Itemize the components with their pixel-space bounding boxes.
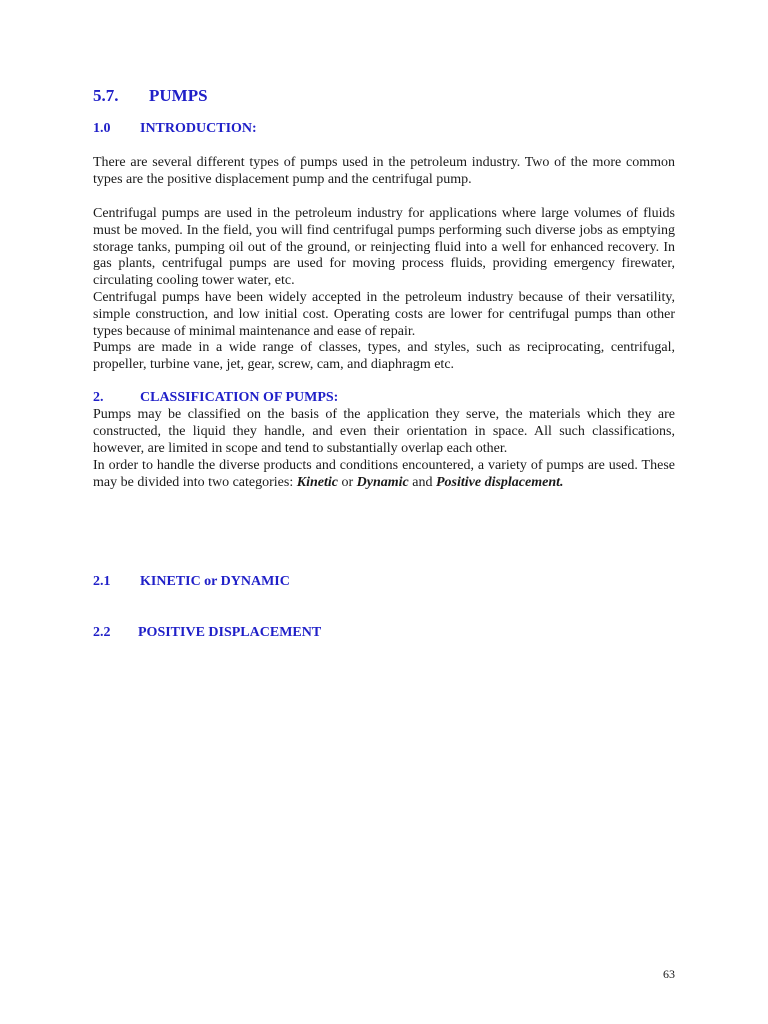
intro-paragraph-2: Centrifugal pumps are used in the petroleum industry for applications where large volumes of fluids must be moved. In the field, you will find centrifugal pumps performing such diverse jobs as emptying storage tanks, pumping oil out of the ground, or reinjecting fluid into a well for enhanced recovery. In gas plants, centrifugal pumps are used for moving process fluids, providing emergency firewater, circulating cooling tower water, etc.	[93, 206, 675, 289]
term-dynamic: Dynamic	[356, 474, 409, 490]
classification-paragraph-1: Pumps may be classified on the basis of the application they serve, the materials which they are constructed, the liquid they handle, and even their orientation in space. All such classifications, however, are limited in scope and tend to substantially overlap each other.	[93, 407, 675, 456]
intro-paragraph-4: Pumps are made in a wide range of classes, types, and styles, such as reciprocating, centrifugal, propeller, turbine vane, jet, gear, screw, cam, and diaphragm etc.	[93, 340, 675, 372]
subsection-kinetic-number: 2.1	[93, 574, 111, 589]
section-number: 5.7.	[93, 86, 119, 105]
subsection-kinetic-heading	[93, 574, 290, 590]
word-or: or	[337, 474, 357, 490]
classification-number: 2.	[93, 390, 104, 405]
page-number: 63	[663, 967, 675, 981]
intro-paragraph-3: Centrifugal pumps have been widely accepted in the petroleum industry because of their versatility, simple construction, and low initial cost. Operating costs are lower for centrifugal pumps than other types because of minimal maintenance and ease of repair.	[93, 290, 675, 339]
subsection-positive-heading	[93, 625, 321, 641]
subsection-positive-title: POSITIVE DISPLACEMENT	[138, 625, 322, 640]
intro-number: 1.0	[93, 121, 111, 136]
word-and: and	[408, 474, 436, 490]
classification-heading	[93, 390, 338, 406]
classification-paragraph-2	[93, 458, 675, 492]
section-title: PUMPS	[149, 86, 208, 105]
intro-paragraph-1: There are several different types of pumps used in the petroleum industry. Two of the more common types are the positive displacement pump and the centrifugal pump.	[93, 155, 675, 187]
section-heading	[93, 86, 208, 106]
term-positive-displacement: Positive displacement.	[435, 474, 564, 490]
classification-title: CLASSIFICATION OF PUMPS:	[140, 390, 339, 405]
subsection-kinetic-title: KINETIC or DYNAMIC	[140, 574, 290, 589]
intro-title: INTRODUCTION:	[140, 121, 257, 136]
term-kinetic: Kinetic	[296, 474, 338, 490]
classification-paragraph-2-text: In order to handle the diverse products and conditions encountered, a variety of pumps are used. These may be divided into two categories:	[93, 458, 675, 490]
intro-heading	[93, 121, 257, 137]
subsection-positive-number: 2.2	[93, 625, 111, 640]
